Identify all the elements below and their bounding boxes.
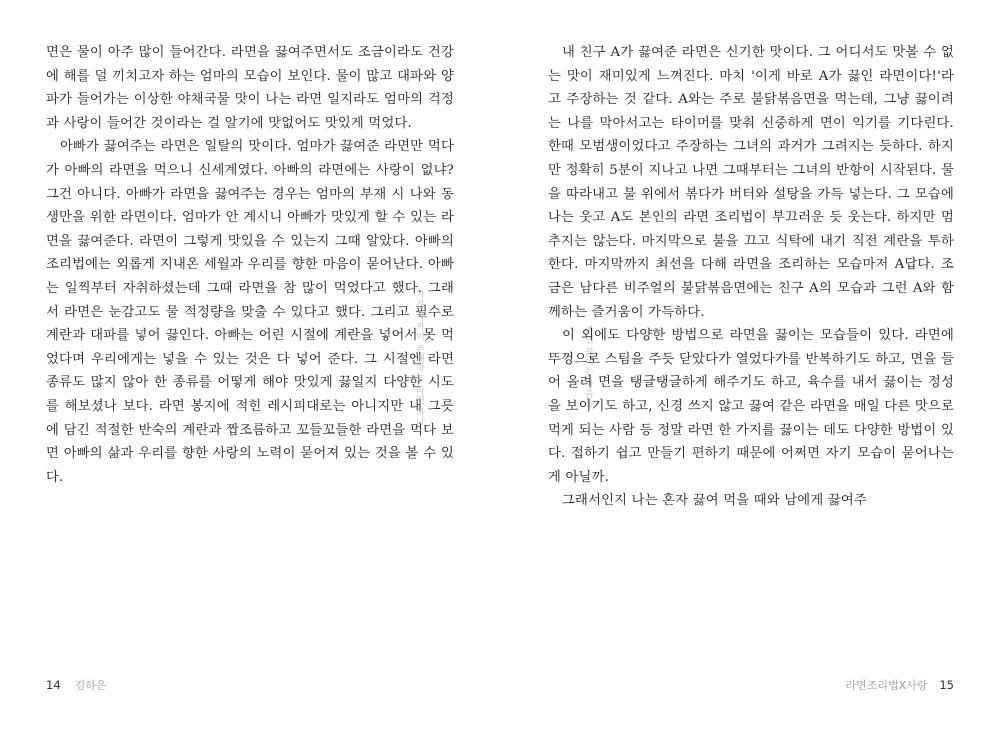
page-number: 15 xyxy=(939,678,954,692)
right-gutter-running-title: 라면 끓이는 마음들 xyxy=(583,325,593,408)
author-name: 김하은 xyxy=(74,679,107,692)
right-footer xyxy=(845,677,954,693)
paragraph: 이 외에도 다양한 방법으로 라면을 끓이는 모습들이 있다. 라면에 뚜껑으로 스팀을 주듯 닫았다가 열었다가를 반복하기도 하고, 면을 들어 올려 면을 탱글탱글하게 해주기도 하고, 육수를 내서 끓이는 정성을 보이기도 하고, 신경 쓰지 않고 끓여 같은 라면을 매일 다른 맛으로 먹게 되는 사람 등 정말 라면 한 가지를 끓이는 데도 다양한 방법이 있다. 접하기 쉽고 만들기 편하기 때문에 어쩌면 자기 모습이 묻어나는 게 아닐까. xyxy=(548,328,954,485)
paragraph: 면은 물이 아주 많이 들어간다. 라면을 끓여주면서도 조금이라도 건강에 해를 덜 끼치고자 하는 엄마의 모습이 보인다. 물이 많고 대파와 양파가 들어가는 이상한 야채국물 맛이 나는 라면 일지라도 엄마의 걱정과 사랑이 들어간 것이라는 걸 알기에 맛없어도 맛있게 먹었다. xyxy=(46,45,454,131)
book-title: 라면조리법X사랑 xyxy=(845,679,928,692)
right-page xyxy=(500,0,1000,730)
left-gutter-running-title: 가장 가까이 존재하는 라면 하나 xyxy=(414,290,424,427)
paragraph: 내 친구 A가 끓여준 라면은 신기한 맛이다. 그 어디서도 맛볼 수 없는 맛이 재미있게 느껴진다. 마치 '이게 바로 A가 끓인 라면이다!'라고 주장하는 것 같다. A와는 주로 불닭볶음면을 먹는데, 그냥 끓이려는 나를 막아서고는 타이머를 맞춰 신중하게 면이 익기를 기다린다. 한때 모범생이었다고 주장하는 그녀의 과거가 그려지는 듯하다. 하지만 정확히 5분이 지나고 나면 그때부터는 그녀의 반항이 시작된다. 물을 따라내고 불 위에서 볶다가 버터와 설탕을 가득 넣는다. 그 모습에 나는 웃고 A도 본인의 라면 조리법이 부끄러운 듯 웃는다. 하지만 멈추지는 않는다. 마지막으로 불을 끄고 식탁에 내기 직전 계란을 투하한다. 마지막까지 최선을 다해 라면을 조리하는 모습마저 A답다. 조금은 남다른 비주얼의 불닭볶음면에는 친구 A의 모습과 그런 A와 함께하는 즐거움이 가득하다. xyxy=(548,45,954,320)
paragraph: 그래서인지 나는 혼자 끓여 먹을 때와 남에게 끓여주 xyxy=(562,493,867,509)
left-footer xyxy=(46,677,107,693)
page-number: 14 xyxy=(46,678,61,692)
paragraph: 아빠가 끓여주는 라면은 일탈의 맛이다. 엄마가 끓여준 라면만 먹다가 아빠의 라면을 먹으니 신세계였다. 아빠의 라면에는 사랑이 없냐? 그건 아니다. 아빠가 라면을 끓여주는 경우는 엄마의 부재 시 나와 동생만을 위한 라면이다. 엄마가 안 계시니 아빠가 맛있게 할 수 있는 라면을 끓여준다. 라면이 그렇게 맛있을 수 있는지 그때 알았다. 아빠의 조리법에는 외롭게 지내온 세월과 우리를 향한 마음이 묻어난다. 아빠는 일찍부터 자취하셨는데 그때 라면을 참 많이 먹었다고 했다. 그래서 라면은 눈감고도 물 적정량을 맞출 수 있다고 했다. 그리고 필수로 계란과 대파를 넣어 끓인다. 아빠는 어린 시절에 계란을 넣어서 못 먹었다며 우리에게는 넣을 수 있는 것은 다 넣어 준다. 그 시절엔 라면 종류도 많지 않아 한 종류를 어떻게 해야 맛있게 끓일지 다양한 시도를 해보셨나 보다. 라면 봉지에 적힌 레시피대로는 아니지만 내 그릇에 담긴 적절한 반숙의 계란과 짭조름하고 꼬들꼬들한 라면을 먹다 보면 아빠의 삶과 우리를 향한 사랑의 노력이 묻어져 있는 것을 볼 수 있다. xyxy=(46,139,454,485)
right-body-text xyxy=(548,41,954,513)
left-body-text xyxy=(46,41,454,489)
